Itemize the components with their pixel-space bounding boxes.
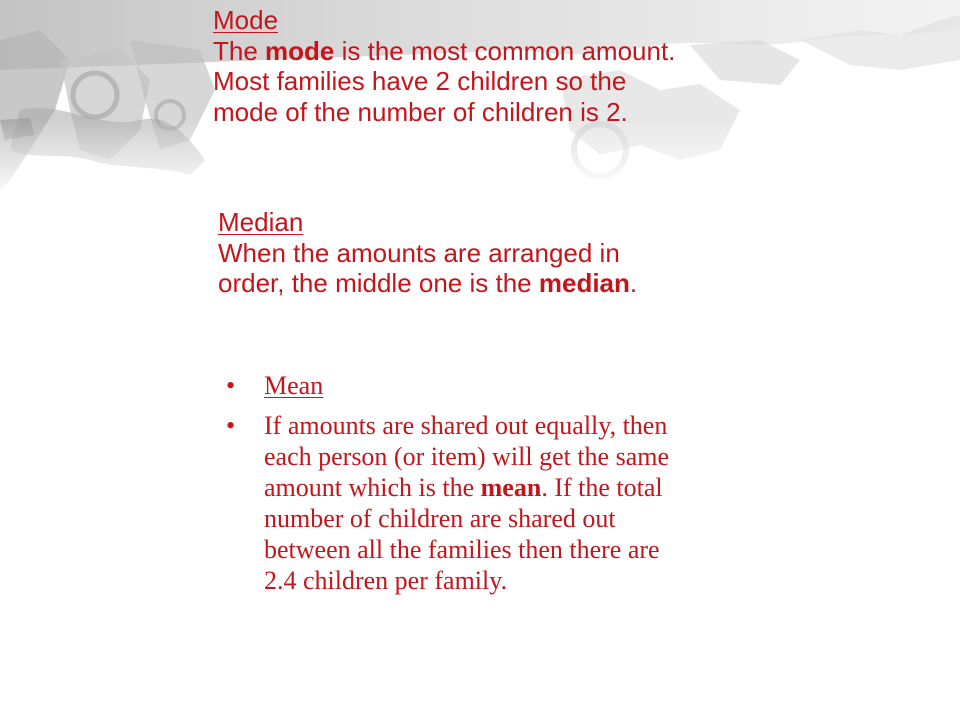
mode-section [213, 5, 683, 127]
bullet-icon: • [226, 371, 236, 400]
mode-heading: Mode [213, 5, 279, 35]
mean-term: mean [480, 473, 542, 502]
mean-description: If amounts are shared out equally, then each person (or item) will get the same amount which is the mean. If the total number of children are shared out between all the families then there are 2.4 children per family. [264, 411, 670, 595]
list-item [226, 410, 696, 596]
mean-heading: Mean [264, 371, 324, 400]
median-term: median [538, 268, 630, 298]
median-section [218, 207, 658, 299]
mode-term: mode [265, 35, 335, 66]
mode-description: The mode is the most common amount. Most families have 2 children so the mode of the number of children is 2. [213, 35, 676, 127]
median-description: When the amounts are arranged in order, the middle one is the median. [218, 237, 638, 298]
list-item [226, 370, 696, 401]
bullet-icon: • [226, 411, 236, 440]
mean-section [226, 370, 696, 596]
median-heading: Median [218, 207, 304, 237]
